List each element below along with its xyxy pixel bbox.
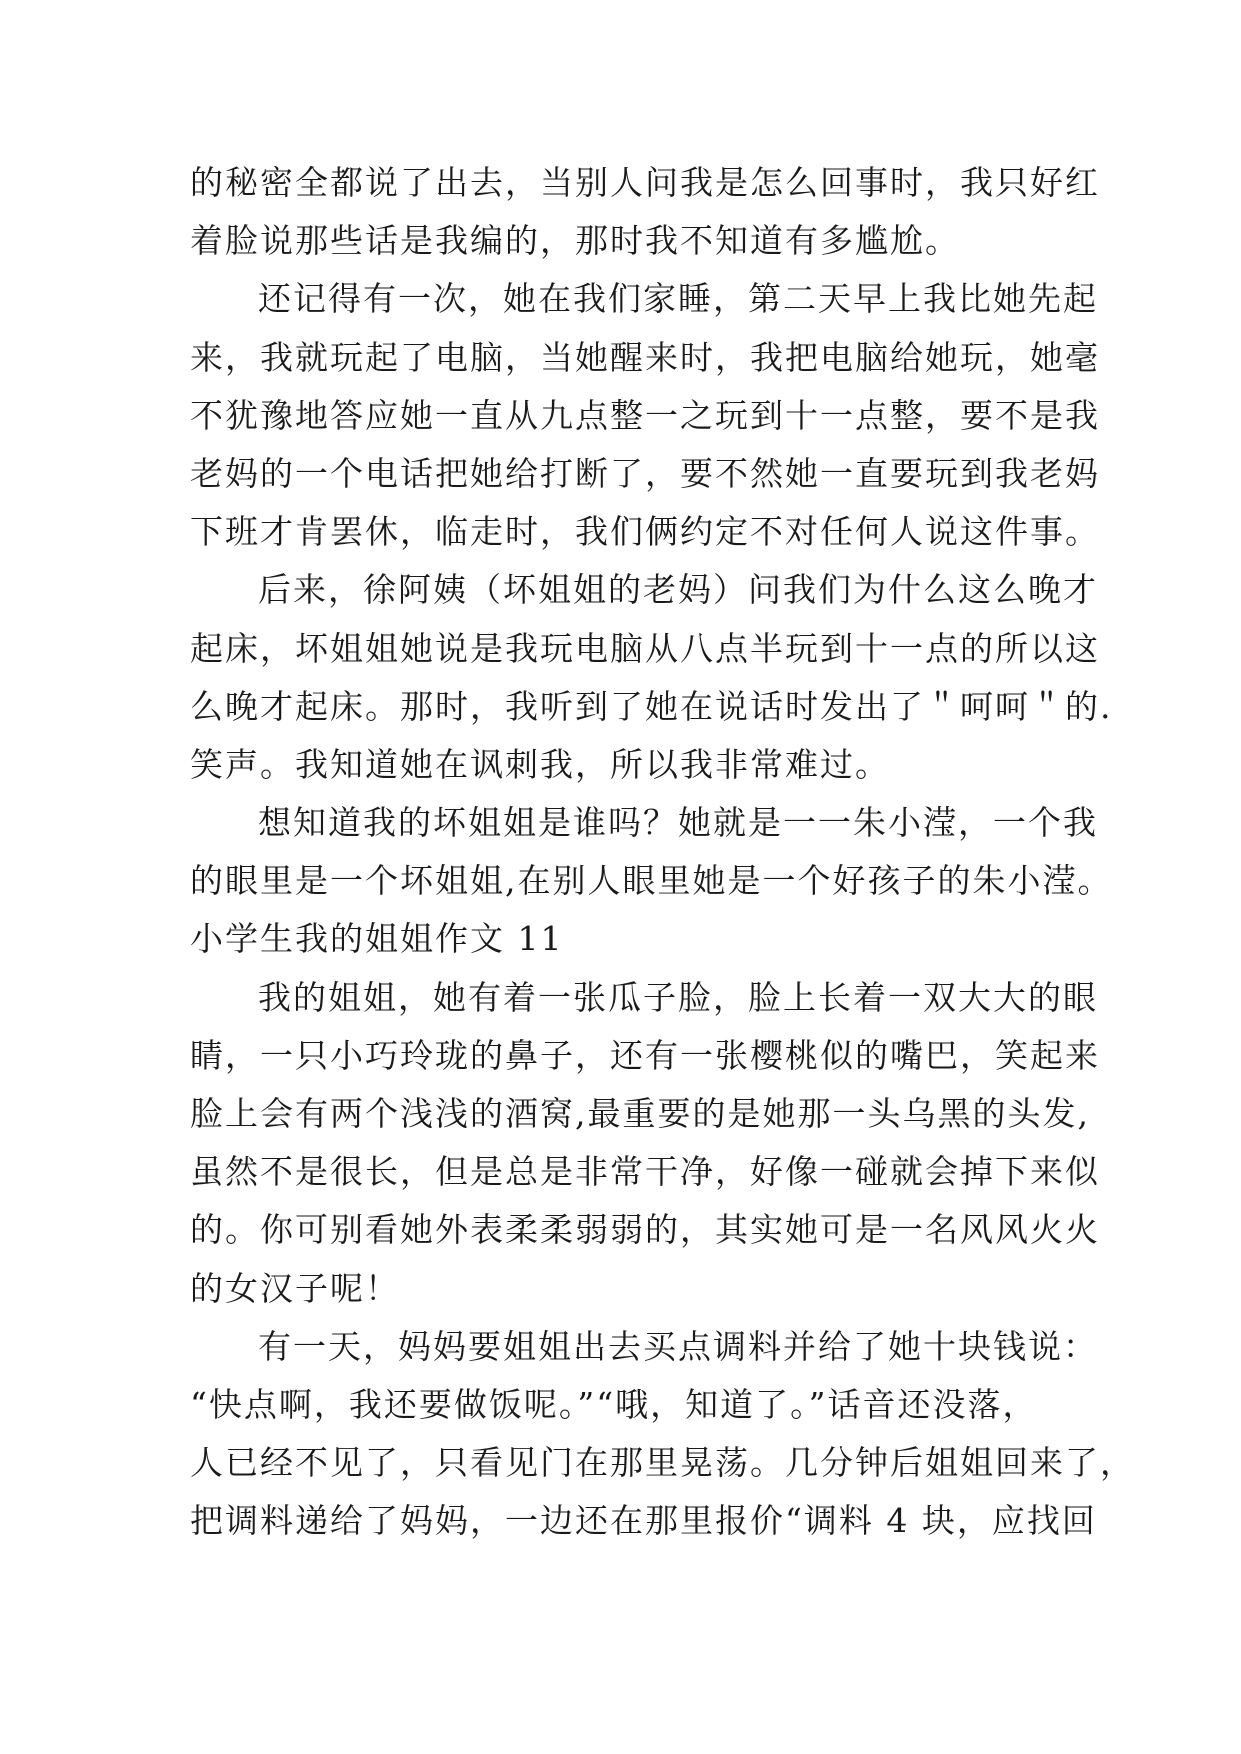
text-line: 不犹豫地答应她一直从九点整一之玩到十一点整，要不是我 (190, 395, 1100, 435)
text-line: 还记得有一次，她在我们家睡，第二天早上我比她先起 (258, 279, 1098, 319)
text-line: 着脸说那些话是我编的，那时我不知道有多尴尬。 (190, 221, 960, 261)
text-line: 睛，一只小巧玲珑的鼻子，还有一张樱桃似的嘴巴，笑起来 (190, 1035, 1100, 1075)
text-line: 下班才肯罢休，临走时，我们俩约定不对任何人说这件事。 (190, 512, 1100, 552)
text-line: 虽然不是很长，但是总是非常干净，好像一碰就会掉下来似 (190, 1152, 1100, 1192)
text-line: 老妈的一个电话把她给打断了，要不然她一直要玩到我老妈 (190, 453, 1100, 493)
text-line: 我的姐姐，她有着一张瓜子脸，脸上长着一双大大的眼 (258, 977, 1098, 1017)
text-line: 想知道我的坏姐姐是谁吗？她就是一一朱小滢，一个我 (258, 803, 1098, 843)
text-line: 的。你可别看她外表柔柔弱弱的，其实她可是一名风风火火 (190, 1210, 1100, 1250)
text-line: 的眼里是一个坏姐姐,在别人眼里她是一个好孩子的朱小滢。 (190, 861, 1113, 901)
text-line: 么晚才起床。那时，我听到了她在说话时发出了＂呵呵＂的. (190, 686, 1113, 726)
text-line: 后来，徐阿姨（坏姐姐的老妈）问我们为什么这么晚才 (258, 570, 1098, 610)
text-line: 有一天，妈妈要姐姐出去买点调料并给了她十块钱说： (258, 1326, 1098, 1366)
text-line: 把调料递给了妈妈，一边还在那里报价“调料 4 块，应找回 (190, 1501, 1097, 1541)
document-body (190, 154, 1135, 1551)
text-line: 的秘密全都说了出去，当别人问我是怎么回事时，我只好红 (190, 163, 1100, 202)
text-line: 的女汉子呢！ (190, 1268, 400, 1308)
text-line: 笑声。我知道她在讽刺我，所以我非常难过。 (190, 744, 890, 784)
text-line: 起床，坏姐姐她说是我玩电脑从八点半玩到十一点的所以这 (190, 628, 1100, 668)
text-line: “快点啊，我还要做饭呢。”“哦，知道了。”话音还没落， (190, 1384, 1038, 1424)
text-line: 脸上会有两个浅浅的酒窝,最重要的是她那一头乌黑的头发, (190, 1094, 1090, 1133)
text-line: 人已经不见了，只看见门在那里晃荡。几分钟后姐姐回来了， (190, 1443, 1135, 1483)
text-line: 小学生我的姐姐作文 11 (190, 919, 564, 959)
text-line: 来，我就玩起了电脑，当她醒来时，我把电脑给她玩，她毫 (190, 337, 1100, 377)
